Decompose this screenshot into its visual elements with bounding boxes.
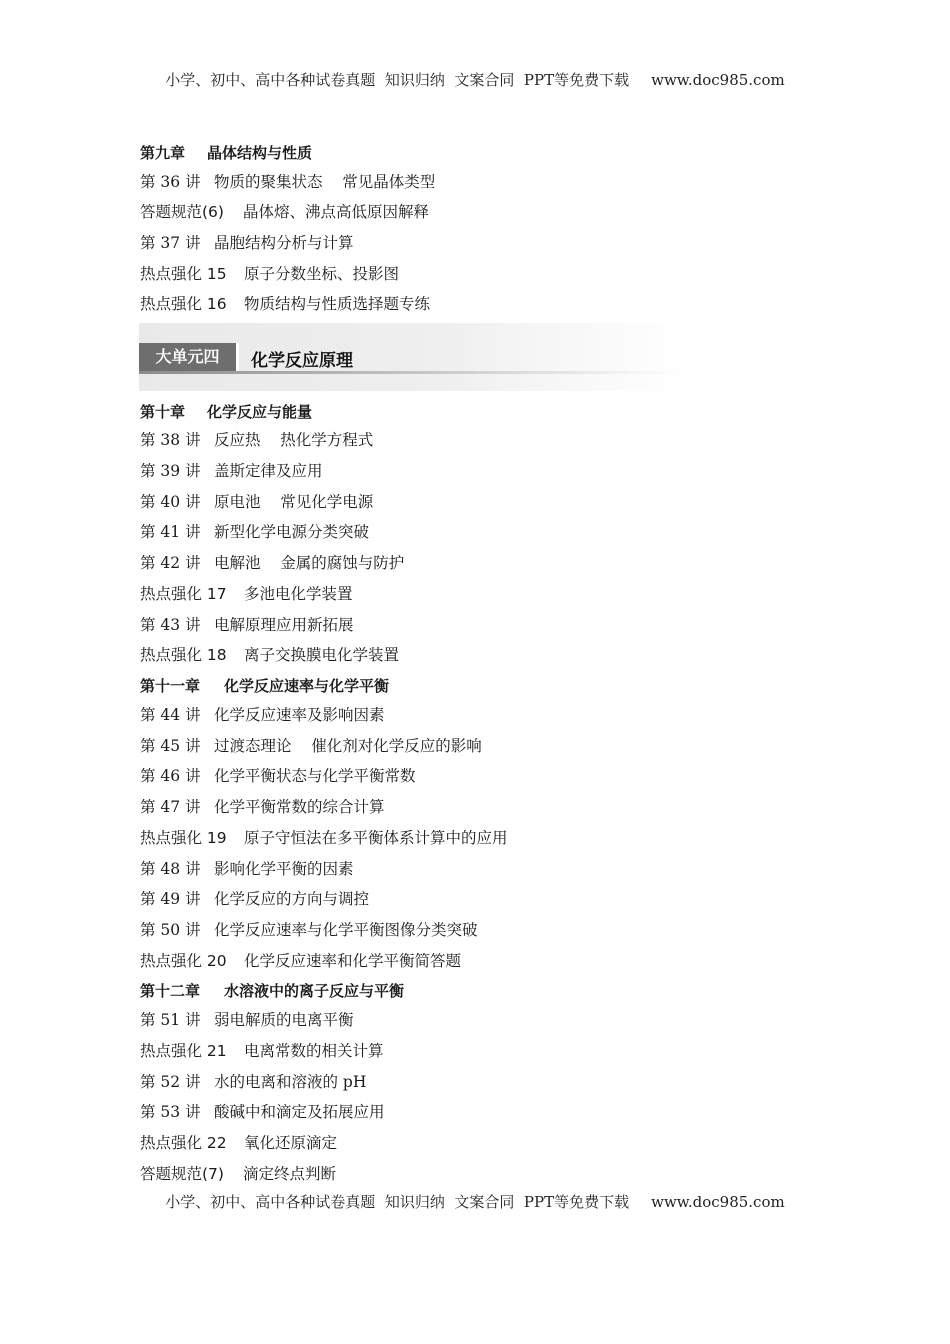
entry-title: 化学平衡常数的综合计算 xyxy=(214,798,385,816)
lecture-50[interactable] xyxy=(140,920,478,940)
entry-number: 第 49 讲 xyxy=(140,890,201,908)
lecture-49[interactable] xyxy=(140,889,369,909)
entry-number: 第 37 讲 xyxy=(140,234,201,252)
header-site[interactable]: www.doc985.com xyxy=(651,71,785,89)
entry-number: 第 36 讲 xyxy=(140,173,201,191)
entry-title: 原子守恒法在多平衡体系计算中的应用 xyxy=(244,829,508,847)
footer-text: 小学、初中、高中各种试卷真题 知识归纳 文案合同 PPT等免费下载 xyxy=(165,1193,630,1211)
lecture-43[interactable] xyxy=(140,615,354,635)
hotspot-19[interactable] xyxy=(140,828,508,848)
lecture-40[interactable] xyxy=(140,492,373,512)
lecture-52[interactable] xyxy=(140,1072,366,1092)
hotspot-18[interactable] xyxy=(140,645,399,665)
entry-title: 滴定终点判断 xyxy=(243,1165,337,1183)
entry-title: 电解原理应用新拓展 xyxy=(214,616,354,634)
entry-number: 热点强化 17 xyxy=(140,585,227,603)
entry-title: 原电池 常见化学电源 xyxy=(214,493,374,511)
entry-title: 化学平衡状态与化学平衡常数 xyxy=(214,767,416,785)
hotspot-20[interactable] xyxy=(140,951,461,971)
entry-number: 答题规范(7) xyxy=(140,1165,224,1183)
lecture-42[interactable] xyxy=(140,553,404,573)
chapter-9[interactable] xyxy=(140,143,312,163)
entry-number: 第 40 讲 xyxy=(140,493,201,511)
entry-title: 物质结构与性质选择题专练 xyxy=(244,295,431,313)
entry-number: 第九章 xyxy=(140,144,186,162)
lecture-51[interactable] xyxy=(140,1010,354,1030)
entry-number: 热点强化 16 xyxy=(140,295,227,313)
entry-title: 氧化还原滴定 xyxy=(244,1134,338,1152)
entry-number: 第 51 讲 xyxy=(140,1011,201,1029)
banner-underline xyxy=(139,371,684,374)
entry-number: 第 47 讲 xyxy=(140,798,201,816)
lecture-39[interactable] xyxy=(140,461,323,481)
entry-number: 第 53 讲 xyxy=(140,1103,201,1121)
entry-number: 答题规范(6) xyxy=(140,203,224,221)
footer-site[interactable]: www.doc985.com xyxy=(651,1193,785,1211)
entry-title: 弱电解质的电离平衡 xyxy=(214,1011,354,1029)
entry-number: 第 45 讲 xyxy=(140,737,201,755)
chapter-11[interactable] xyxy=(140,676,389,696)
entry-title: 化学反应速率及影响因素 xyxy=(214,706,385,724)
hotspot-17[interactable] xyxy=(140,584,353,604)
entry-title: 新型化学电源分类突破 xyxy=(214,523,370,541)
lecture-44[interactable] xyxy=(140,705,385,725)
hotspot-22[interactable] xyxy=(140,1133,337,1153)
unit-title: 化学反应原理 xyxy=(251,351,353,371)
entry-number: 第 38 讲 xyxy=(140,431,201,449)
lecture-37[interactable] xyxy=(140,233,354,253)
entry-title: 反应热 热化学方程式 xyxy=(214,431,374,449)
entry-title: 原子分数坐标、投影图 xyxy=(244,265,400,283)
entry-title: 晶体结构与性质 xyxy=(207,144,313,162)
entry-number: 热点强化 19 xyxy=(140,829,227,847)
entry-title: 物质的聚集状态 常见晶体类型 xyxy=(214,173,436,191)
entry-title: 电离常数的相关计算 xyxy=(244,1042,384,1060)
lecture-53[interactable] xyxy=(140,1102,385,1122)
entry-number: 热点强化 20 xyxy=(140,952,227,970)
entry-title: 过渡态理论 催化剂对化学反应的影响 xyxy=(214,737,482,755)
entry-number: 热点强化 15 xyxy=(140,265,227,283)
hotspot-21[interactable] xyxy=(140,1041,384,1061)
entry-title: 水溶液中的离子反应与平衡 xyxy=(224,982,405,1000)
entry-title: 晶体熔、沸点高低原因解释 xyxy=(243,203,430,221)
lecture-38[interactable] xyxy=(140,430,373,450)
answer-spec-7[interactable] xyxy=(140,1164,336,1184)
answer-spec-6[interactable] xyxy=(140,202,429,222)
entry-number: 第 50 讲 xyxy=(140,921,201,939)
unit-banner xyxy=(139,323,684,391)
entry-title: 水的电离和溶液的 pH xyxy=(214,1073,367,1091)
entry-number: 热点强化 22 xyxy=(140,1134,227,1152)
lecture-46[interactable] xyxy=(140,766,416,786)
lecture-47[interactable] xyxy=(140,797,385,817)
entry-number: 第 46 讲 xyxy=(140,767,201,785)
hotspot-15[interactable] xyxy=(140,264,399,284)
entry-title: 影响化学平衡的因素 xyxy=(214,860,354,878)
chapter-10[interactable] xyxy=(140,402,312,422)
entry-title: 化学反应的方向与调控 xyxy=(214,890,370,908)
entry-number: 第十章 xyxy=(140,403,186,421)
entry-number: 热点强化 21 xyxy=(140,1042,227,1060)
entry-title: 酸碱中和滴定及拓展应用 xyxy=(214,1103,385,1121)
header-text: 小学、初中、高中各种试卷真题 知识归纳 文案合同 PPT等免费下载 xyxy=(165,71,630,89)
entry-number: 第 44 讲 xyxy=(140,706,201,724)
entry-title: 化学反应与能量 xyxy=(207,403,313,421)
unit-tag: 大单元四 xyxy=(139,343,236,371)
entry-title: 化学反应速率和化学平衡简答题 xyxy=(244,952,462,970)
entry-number: 第 52 讲 xyxy=(140,1073,201,1091)
entry-title: 电解池 金属的腐蚀与防护 xyxy=(214,554,405,572)
entry-title: 多池电化学装置 xyxy=(244,585,353,603)
entry-number: 第 41 讲 xyxy=(140,523,201,541)
lecture-45[interactable] xyxy=(140,736,482,756)
entry-number: 第 43 讲 xyxy=(140,616,201,634)
chapter-12[interactable] xyxy=(140,981,404,1001)
banner-divider xyxy=(236,343,239,371)
lecture-41[interactable] xyxy=(140,522,369,542)
entry-number: 第 42 讲 xyxy=(140,554,201,572)
page-footer xyxy=(0,1191,950,1212)
entry-number: 第十二章 xyxy=(140,982,201,1000)
lecture-36[interactable] xyxy=(140,172,435,192)
entry-number: 热点强化 18 xyxy=(140,646,227,664)
entry-number: 第 39 讲 xyxy=(140,462,201,480)
lecture-48[interactable] xyxy=(140,859,354,879)
entry-number: 第十一章 xyxy=(140,677,201,695)
page-header xyxy=(0,69,950,90)
entry-title: 盖斯定律及应用 xyxy=(214,462,323,480)
entry-title: 离子交换膜电化学装置 xyxy=(244,646,400,664)
hotspot-16[interactable] xyxy=(140,294,430,314)
entry-title: 晶胞结构分析与计算 xyxy=(214,234,354,252)
entry-title: 化学反应速率与化学平衡 xyxy=(224,677,390,695)
entry-number: 第 48 讲 xyxy=(140,860,201,878)
entry-title: 化学反应速率与化学平衡图像分类突破 xyxy=(214,921,478,939)
